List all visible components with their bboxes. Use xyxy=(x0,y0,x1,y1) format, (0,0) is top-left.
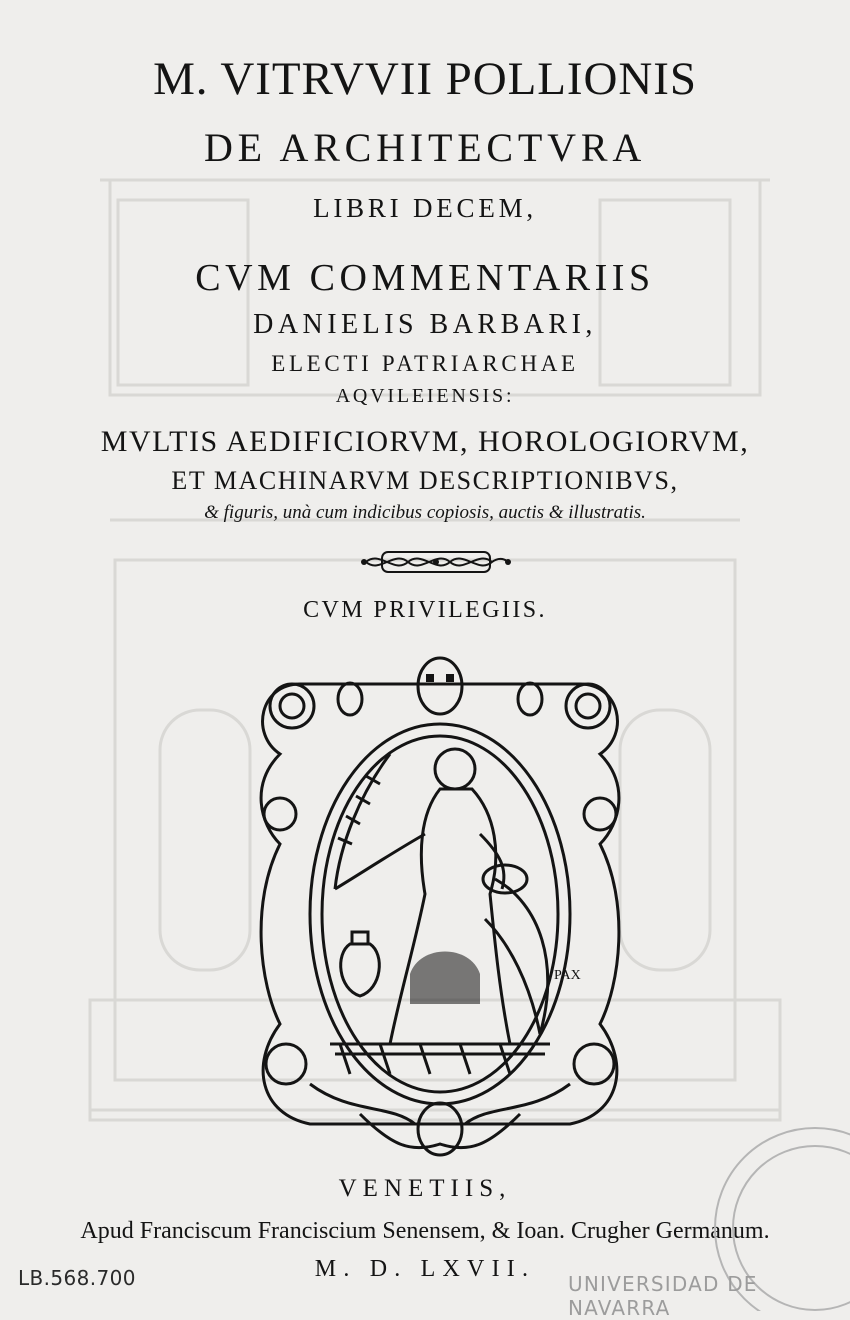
books-line: LIBRI DECEM, xyxy=(313,193,537,223)
shelfmark-annotation: LB.568.700 xyxy=(18,1266,136,1290)
commentator-name: DANIELIS BARBARI, xyxy=(253,309,597,340)
contents-line-1: MVLTIS AEDIFICIORVM, HOROLOGIORVM, xyxy=(100,425,750,458)
work-title: DE ARCHITECTVRA xyxy=(204,125,646,170)
ornament-fleuron xyxy=(360,546,512,578)
commentator-see: AQVILEIENSIS: xyxy=(335,385,515,407)
commentator-title: ELECTI PATRIARCHAE xyxy=(271,351,579,376)
author-line: M. VITRVVII POLLIONIS xyxy=(153,53,697,105)
emblem-motto: PAX xyxy=(554,968,581,983)
commentary-line: CVM COMMENTARIIS xyxy=(195,257,655,299)
imprint-printers: Apud Franciscum Franciscium Senensem, & Ioan. Crugher Germanum. xyxy=(80,1218,770,1244)
imprint-place: VENETIIS, xyxy=(338,1175,512,1202)
contents-line-3: & figuris, unà cum indicibus copiosis, auctis & illustratis. xyxy=(204,502,646,523)
library-stamp-text: UNIVERSIDAD DE NAVARRA xyxy=(568,1272,758,1320)
printers-device-emblem xyxy=(240,644,640,1164)
privilege-line: CVM PRIVILEGIIS. xyxy=(303,597,547,623)
contents-line-2: ET MACHINARVM DESCRIPTIONIBVS, xyxy=(171,466,679,495)
imprint-year: M. D. LXVII. xyxy=(314,1256,536,1282)
